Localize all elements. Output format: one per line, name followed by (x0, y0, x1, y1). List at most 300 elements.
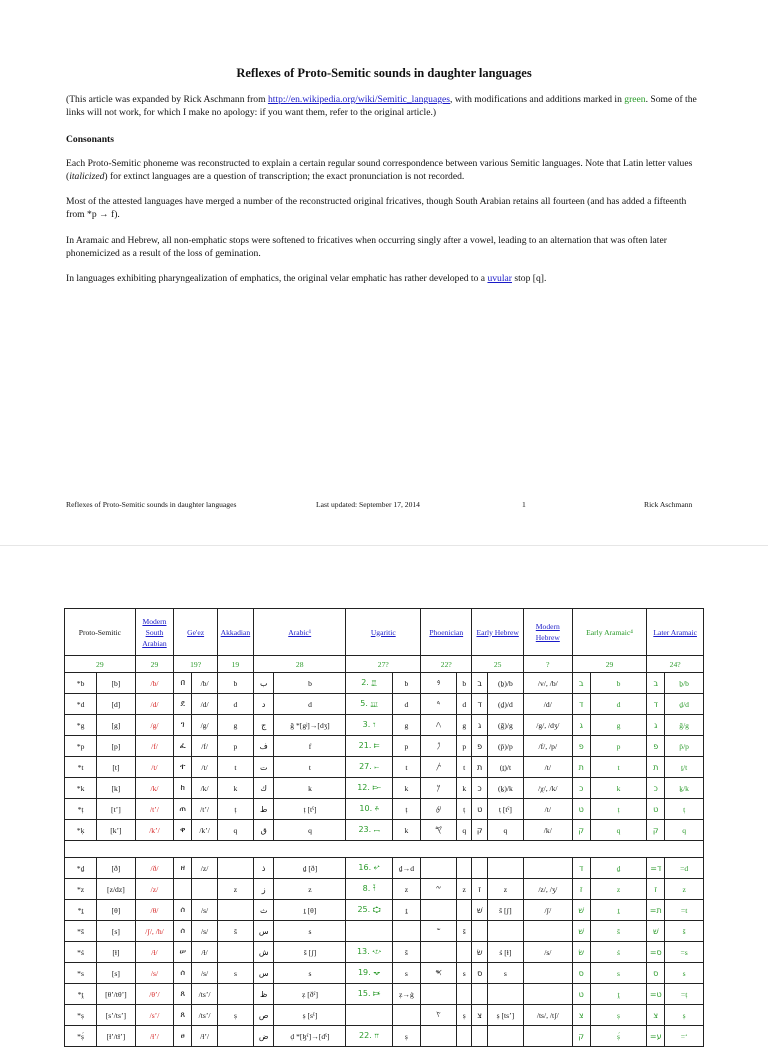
table-cell: 𐤕 (421, 757, 457, 778)
table-cell: *ś (65, 942, 97, 963)
table-cell: ش (253, 942, 274, 963)
table-row (65, 963, 704, 984)
table-cell: ደ (174, 694, 192, 715)
table-cell: ḏ/d (665, 694, 704, 715)
table-cell: /tsʼ/ (192, 1005, 218, 1026)
table-cell: /b/ (192, 673, 218, 694)
table-row (65, 1005, 704, 1026)
table-cell: š (590, 921, 647, 942)
footer-updated: Last updated: September 17, 2014 (316, 500, 420, 509)
table-cell: 27. 𐎚 (346, 757, 392, 778)
table-cell: ק (472, 820, 487, 841)
table-cell: /z/ (135, 879, 174, 900)
table-cell (523, 858, 572, 879)
table-cell: p (217, 736, 253, 757)
header-proto-semitic: Proto-Semitic (65, 609, 136, 656)
table-cell: ṣ (665, 1005, 704, 1026)
table-cell: *t (65, 757, 97, 778)
table-cell: 𐤎 (421, 963, 457, 984)
table-cell: ḇ/b (665, 673, 704, 694)
table-cell: ק (572, 1026, 590, 1047)
table-cell: ق (253, 820, 274, 841)
table-cell: g (217, 715, 253, 736)
table-cell (217, 858, 253, 879)
table-cell (472, 858, 487, 879)
table-cell: /tsʼ/ (192, 984, 218, 1005)
table-cell: g (590, 715, 647, 736)
table-cell (174, 879, 192, 900)
table-cell: ب (253, 673, 274, 694)
header-early-aramaic: Early Aramaic⁴ (572, 609, 647, 656)
table-cell: ገ (174, 715, 192, 736)
table-cell: (ḡ)/g (487, 715, 523, 736)
table-cell: צ (572, 1005, 590, 1026)
table-cell: ṭ (665, 799, 704, 820)
table-cell: /f/ (135, 736, 174, 757)
table-cell: 19. 𐎒 (346, 963, 392, 984)
footer-page-number: 1 (522, 500, 526, 509)
table-cell: 3. 𐎂 (346, 715, 392, 736)
table-cell: ṣ [tsʼ] (487, 1005, 523, 1026)
count-cell: 24? (647, 656, 704, 673)
table-cell: ק (572, 820, 590, 841)
table-cell: 22. 𐎕 (346, 1026, 392, 1047)
table-cell: *ṣ́ (65, 1026, 97, 1047)
table-cell: /kʼ/ (135, 820, 174, 841)
table-cell: /ʃ/, /h/ (135, 921, 174, 942)
table-row (65, 694, 704, 715)
table-cell: z (590, 879, 647, 900)
table-cell: ḍ *[ɮˤ]→[dˤ] (274, 1026, 346, 1047)
table-cell: /s/ (135, 963, 174, 984)
table-cell: 10. 𐎉 (346, 799, 392, 820)
uvular-link[interactable]: uvular (487, 273, 512, 284)
table-cell: q (457, 820, 472, 841)
table-cell: 𐤂 (421, 715, 457, 736)
table-cell: ẓ [ðˤ] (274, 984, 346, 1005)
table-cell: ג (647, 715, 665, 736)
table-cell: b (590, 673, 647, 694)
table-cell: 15. 𐎑 (346, 984, 392, 1005)
header-early-hebrew[interactable]: Early Hebrew (472, 609, 523, 656)
table-cell: ፈ (174, 736, 192, 757)
table-cell: [ɬʼ/tɬʼ] (97, 1026, 136, 1047)
table-row (65, 900, 704, 921)
table-cell: =ʻ (665, 1026, 704, 1047)
table-cell: צ (472, 1005, 487, 1026)
header-phoenician[interactable]: Phoenician (421, 609, 472, 656)
table-cell: 21. 𐎔 (346, 736, 392, 757)
table-cell: *d (65, 694, 97, 715)
table-cell: ת (472, 757, 487, 778)
table-cell (421, 942, 457, 963)
table-cell: שׁ (472, 900, 487, 921)
table-cell: /ɬʼ/ (135, 1026, 174, 1047)
table-cell: ḏ→d (392, 858, 420, 879)
table-cell: ד (572, 694, 590, 715)
table-cell: *z (65, 879, 97, 900)
table-cell: שׂ (472, 942, 487, 963)
table-cell: /tʼ/ (135, 799, 174, 820)
table-cell: *ṱ (65, 984, 97, 1005)
table-cell: [kʼ] (97, 820, 136, 841)
count-cell: 29 (135, 656, 174, 673)
table-cell (487, 984, 523, 1005)
table-cell: [tʼ] (97, 799, 136, 820)
table-cell: ṭ (457, 799, 472, 820)
table-cell: /sʼ/ (135, 1005, 174, 1026)
table-cell: /θʼ/ (135, 984, 174, 1005)
header-geez[interactable]: Ge'ez (174, 609, 218, 656)
table-cell: 5. 𐎄 (346, 694, 392, 715)
intro-text-3: . Some of the links will not work, for which I make no apology: if you want them, refer to the original article.) (66, 94, 697, 118)
table-separator-row (65, 841, 704, 858)
table-cell (392, 921, 420, 942)
paragraph-1 (66, 157, 706, 183)
reflexes-table (64, 608, 704, 1047)
table-cell: 2. 𐎁 (346, 673, 392, 694)
table-cell: s (392, 963, 420, 984)
table-cell: שׁ (647, 921, 665, 942)
table-cell: שׂ (572, 942, 590, 963)
table-cell: [sʼ/tsʼ] (97, 1005, 136, 1026)
table-row (65, 757, 704, 778)
table-cell: ṣ (590, 1005, 647, 1026)
table-cell: שׁ (572, 900, 590, 921)
table-cell: *b (65, 673, 97, 694)
table-cell: (ḇ)/b (487, 673, 523, 694)
table-cell: ד (472, 694, 487, 715)
table-cell: *ḳ (65, 820, 97, 841)
table-cell: [d] (97, 694, 136, 715)
table-row (65, 921, 704, 942)
table-cell: ẓ→ġ (392, 984, 420, 1005)
table-cell: ṭ (392, 799, 420, 820)
table-cell: ط (253, 799, 274, 820)
table-cell: =t (665, 900, 704, 921)
table-cell: ز (253, 879, 274, 900)
table-cell: 25. 𐎘 (346, 900, 392, 921)
table-cell: t (392, 757, 420, 778)
table-cell (457, 984, 472, 1005)
table-cell: פ (472, 736, 487, 757)
table-cell: /t/ (135, 757, 174, 778)
table-cell: /kʼ/ (192, 820, 218, 841)
table-cell: ذ (253, 858, 274, 879)
table-cell: ט (647, 799, 665, 820)
table-cell: שׁ (572, 921, 590, 942)
table-cell: ט (572, 984, 590, 1005)
separator-cell (65, 841, 704, 858)
count-cell: 27? (346, 656, 421, 673)
table-cell: s (487, 963, 523, 984)
table-cell: ז (647, 879, 665, 900)
table-cell: ث (253, 900, 274, 921)
table-cell: ض (253, 1026, 274, 1047)
table-cell: ظ (253, 984, 274, 1005)
table-cell: s (457, 963, 472, 984)
table-cell: [k] (97, 778, 136, 799)
table-cell: /v/, /b/ (523, 673, 572, 694)
table-cell: q (217, 820, 253, 841)
table-cell: /ɬʼ/ (192, 1026, 218, 1047)
table-cell: b (457, 673, 472, 694)
table-cell: 𐤈 (421, 799, 457, 820)
table-cell: f (274, 736, 346, 757)
paragraph-1-end: ) for extinct languages are a question of transcription; the exact pronunciation is not recorded. (104, 171, 465, 182)
count-cell: 19 (217, 656, 253, 673)
table-cell (472, 1026, 487, 1047)
header-modern-south-arabian[interactable]: Modern South Arabian (135, 609, 174, 656)
count-cell: 22? (421, 656, 472, 673)
table-cell: *ṣ (65, 1005, 97, 1026)
table-cell: [θ] (97, 900, 136, 921)
table-cell: /θ/ (135, 900, 174, 921)
table-cell: q (274, 820, 346, 841)
table-cell: t (274, 757, 346, 778)
table-cell: ת (572, 757, 590, 778)
table-cell: z (487, 879, 523, 900)
table-cell: d (457, 694, 472, 715)
table-cell: פ (647, 736, 665, 757)
table-cell: /ʃ/ (523, 900, 572, 921)
table-cell (192, 879, 218, 900)
table-cell: b (392, 673, 420, 694)
header-ugaritic[interactable]: Ugaritic (346, 609, 421, 656)
table-cell: /ɬ/ (192, 942, 218, 963)
table-cell: /s/ (192, 900, 218, 921)
table-cell: /g/, /dʒ/ (523, 715, 572, 736)
table-cell: ص (253, 1005, 274, 1026)
table-cell: ṭ [tˤ] (487, 799, 523, 820)
table-cell: (p̄)/p (487, 736, 523, 757)
table-cell: *p (65, 736, 97, 757)
table-cell: t (457, 757, 472, 778)
table-cell (523, 963, 572, 984)
table-cell: 𐤔 (421, 921, 457, 942)
table-cell: s (274, 963, 346, 984)
table-cell: 𐤁 (421, 673, 457, 694)
header-akkadian[interactable]: Akkadian (217, 609, 253, 656)
table-cell: ጸ (174, 984, 192, 1005)
table-cell: [ð] (97, 858, 136, 879)
table-cell: d (392, 694, 420, 715)
table-cell: *s (65, 963, 97, 984)
header-arabic[interactable]: Arabic¹ (253, 609, 346, 656)
table-cell: ف (253, 736, 274, 757)
table-cell: g (392, 715, 420, 736)
table-cell: t (590, 757, 647, 778)
table-cell: =ת (647, 900, 665, 921)
intro-green-word: green (624, 94, 646, 105)
table-cell: ت (253, 757, 274, 778)
table-cell: d (274, 694, 346, 715)
count-cell: 29 (65, 656, 136, 673)
table-cell: /s/ (192, 963, 218, 984)
table-cell: /z/, /ʒ/ (523, 879, 572, 900)
paragraph-1-text: Each Proto-Semitic phoneme was reconstructed to explain a certain regular sound correspondence between various Semitic languages. Note that Latin letter values ( (66, 158, 693, 182)
table-cell: ś [ɬ] (487, 942, 523, 963)
table-cell: /f/ (192, 736, 218, 757)
table-cell (472, 984, 487, 1005)
paragraph-1-italic: italicized (69, 171, 105, 182)
table-cell: 𐤊 (421, 778, 457, 799)
table-cell: /b/ (135, 673, 174, 694)
table-cell: /s/ (523, 942, 572, 963)
table-cell: /ts/, /tʃ/ (523, 1005, 572, 1026)
table-cell: [s] (97, 963, 136, 984)
table-cell: (ḏ)/d (487, 694, 523, 715)
header-modern-hebrew[interactable]: Modern Hebrew (523, 609, 572, 656)
table-row (65, 858, 704, 879)
table-cell: ג (572, 715, 590, 736)
table-cell: ك (253, 778, 274, 799)
table-cell: 23. 𐎖 (346, 820, 392, 841)
table-cell: /t/ (523, 757, 572, 778)
table-cell: 13. 𐎌 (346, 942, 392, 963)
table-cell: ḏ (590, 858, 647, 879)
table-cell: [p] (97, 736, 136, 757)
table-cell: p (457, 736, 472, 757)
table-cell: ṯ/t (665, 757, 704, 778)
table-cell: b (217, 673, 253, 694)
table-cell: ś (590, 942, 647, 963)
table-cell: =ס (647, 942, 665, 963)
table-cell: ḡ/g (665, 715, 704, 736)
table-cell: š (457, 921, 472, 942)
table-cell (523, 921, 572, 942)
table-row (65, 820, 704, 841)
table-cell: ሰ (174, 963, 192, 984)
table-cell: ṱ (590, 984, 647, 1005)
table-row (65, 879, 704, 900)
table-cell: د (253, 694, 274, 715)
table-cell: ט (472, 799, 487, 820)
table-cell: ב (647, 673, 665, 694)
table-cell: /z/ (192, 858, 218, 879)
table-cell (346, 921, 392, 942)
table-cell: כ (647, 778, 665, 799)
table-cell: 𐤐 (421, 736, 457, 757)
table-cell (487, 858, 523, 879)
table-cell: ז (572, 879, 590, 900)
table-cell: š (217, 921, 253, 942)
table-cell: ፀ (174, 1026, 192, 1047)
table-cell: /s/ (192, 921, 218, 942)
table-cell: (ḵ)/k (487, 778, 523, 799)
table-row (65, 1026, 704, 1047)
table-cell: =s (665, 942, 704, 963)
table-cell: q (487, 820, 523, 841)
table-cell: [b] (97, 673, 136, 694)
paragraph-4-text: In languages exhibiting pharyngealization of emphatics, the original velar emphatic has rather developed to a (66, 273, 488, 284)
table-cell: ተ (174, 757, 192, 778)
table-cell: z (217, 879, 253, 900)
table-header-row (65, 609, 704, 656)
table-cell: ב (572, 673, 590, 694)
table-cell: *k (65, 778, 97, 799)
table-cell: =d (665, 858, 704, 879)
table-cell: ሰ (174, 921, 192, 942)
consonants-heading: Consonants (66, 134, 114, 145)
footer-author: Rick Aschmann (644, 500, 693, 509)
table-cell: p (590, 736, 647, 757)
table-cell: כ (572, 778, 590, 799)
table-cell: ס (472, 963, 487, 984)
table-cell: ጠ (174, 799, 192, 820)
table-cell: כ (472, 778, 487, 799)
table-cell: k (274, 778, 346, 799)
table-cell: p (392, 736, 420, 757)
table-cell: s (217, 963, 253, 984)
table-cell: ז (472, 879, 487, 900)
intro-text-2: , with modifications and additions marked in (450, 94, 625, 105)
table-cell: s (590, 963, 647, 984)
paragraph-4-end: stop [q]. (511, 273, 547, 284)
table-cell: =ט (647, 984, 665, 1005)
table-cell: /ð/ (135, 858, 174, 879)
table-cell: /ɬ/ (135, 942, 174, 963)
table-cell: š (392, 942, 420, 963)
table-count-row (65, 656, 704, 673)
table-cell: *š (65, 921, 97, 942)
table-cell: z (274, 879, 346, 900)
table-cell: t (217, 757, 253, 778)
table-cell: ṣ́ (590, 1026, 647, 1047)
table-cell (487, 1026, 523, 1047)
table-cell: /t/ (192, 757, 218, 778)
table-cell: q (665, 820, 704, 841)
table-cell: =ṭ (665, 984, 704, 1005)
table-cell: š (665, 921, 704, 942)
table-cell: [s] (97, 921, 136, 942)
table-cell: ס (572, 963, 590, 984)
table-body (65, 609, 704, 1047)
table-cell: ṣ (457, 1005, 472, 1026)
intro-paragraph (66, 93, 706, 119)
count-cell: ? (523, 656, 572, 673)
wikipedia-link[interactable]: http://en.wikipedia.org/wiki/Semitic_languages (267, 94, 451, 105)
table-cell (523, 1026, 572, 1047)
table-cell: ḏ [ð] (274, 858, 346, 879)
count-cell: 29 (572, 656, 647, 673)
table-cell: ד (647, 694, 665, 715)
table-cell: /k/ (135, 778, 174, 799)
table-cell: ṭ (590, 799, 647, 820)
table-cell (217, 984, 253, 1005)
table-cell: ቀ (174, 820, 192, 841)
intro-text-1: (This article was expanded by Rick Aschmann from (66, 94, 268, 105)
header-later-aramaic[interactable]: Later Aramaic (647, 609, 704, 656)
table-cell (217, 900, 253, 921)
table-cell: /k/ (192, 778, 218, 799)
table-cell: *g (65, 715, 97, 736)
table-cell: ḵ/k (665, 778, 704, 799)
table-cell: [g] (97, 715, 136, 736)
table-cell: /d/ (135, 694, 174, 715)
table-cell: z (665, 879, 704, 900)
table-cell: ج (253, 715, 274, 736)
table-cell: =ע (647, 1026, 665, 1047)
table-cell: ዘ (174, 858, 192, 879)
table-row (65, 736, 704, 757)
table-cell: /f/, /p/ (523, 736, 572, 757)
table-cell: š [ʃ] (274, 942, 346, 963)
table-cell: 8. 𐎇 (346, 879, 392, 900)
table-cell: *ṭ (65, 799, 97, 820)
table-cell: /χ/, /k/ (523, 778, 572, 799)
table-row (65, 942, 704, 963)
